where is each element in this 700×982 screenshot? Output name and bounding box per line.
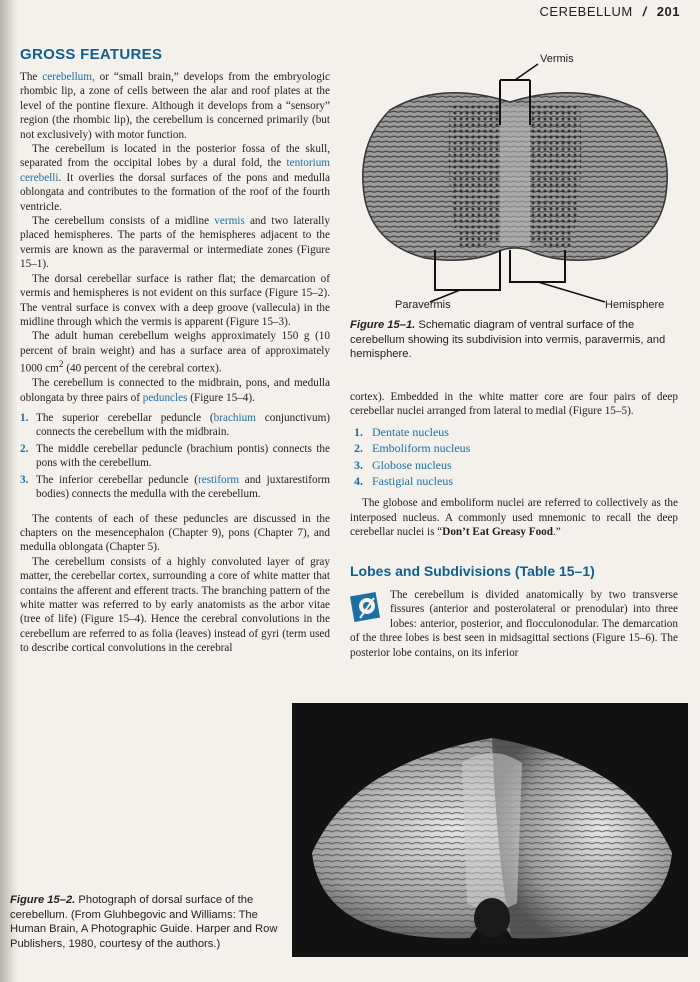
clinical-note-icon <box>350 590 384 626</box>
nuclei-list <box>350 425 678 489</box>
subsection-title: Lobes and Subdivisions (Table 15–1) <box>350 563 595 579</box>
paragraph-location: The cerebellum is located in the posterior fossa of the skull, separated from the occipital lobes by a dural fold, the tentorium cerebelli. It overlies the dorsal surfaces of the pons and medulla oblongata and contributes to the formation of the roof of the fourth ventricle. <box>20 143 330 213</box>
page-binding-shadow <box>0 0 18 982</box>
label-vermis: Vermis <box>540 53 574 65</box>
figure-number: Figure 15–2. <box>10 894 76 906</box>
term-cerebellum: cerebellum, <box>42 71 95 83</box>
lobes-section <box>350 588 678 660</box>
paragraph-connections: The cerebellum is connected to the midbrain, pons, and medulla oblongata by three pairs of peduncles (Figure 15–4). <box>20 377 330 404</box>
list-item: 3. The inferior cerebellar peduncle (restiform and juxtarestiform bodies) connects the medulla with the cerebellum. <box>20 473 330 501</box>
paragraph-peduncle-contents: The contents of each of these peduncles are discussed in the chapters on the mesencephalon (Chapter 9), pons (Chapter 7), and medulla oblongata (Chapter 5). <box>20 512 330 554</box>
paragraph-cortex: The cerebellum consists of a highly convoluted layer of gray matter, the cerebellar cortex, surrounding a core of white matter that contains the afferent and efferent tracts. The branching pattern of the white matter was referred to by early anatomists as the arbor vitae (tree of life) (Figure 15–4). Hence the cerebral convolutions in the cerebellum are referred to as folia (leaves) instead of gyri (term used to describe cortical convolutions in the cerebral <box>20 555 330 655</box>
term-vermis: vermis <box>214 215 245 228</box>
list-item: 2. Emboliform nucleus <box>354 441 471 456</box>
paragraph-surfaces: The dorsal cerebellar surface is rather flat; the demarcation of vermis and hemispheres is not evident on this surface (Figure 15–2). The ventral surface is convex with a deep groove (vallecula) in the midline through which the vermis is apparent (Figure 15–3). <box>20 272 330 328</box>
paragraph-intro: The cerebellum, or “small brain,” develops from the embryologic rhombic lip, a zone of cells between the alar and roof plates at the level of the pontine flexure. Although it develops from a “sensory” region (the rhombic lip), the cerebellum is concerned primarily (but not exclusively) with motor function. <box>20 71 330 141</box>
paragraph-vermis: The cerebellum consists of a midline vermis and two laterally placed hemispheres. The parts of the hemispheres adjacent to the vermis are known as the paravermal or intermediate zones (Figure 15–1). <box>20 215 330 271</box>
section-title: GROSS FEATURES <box>20 46 163 63</box>
running-head <box>540 4 680 19</box>
mnemonic: Don’t Eat Greasy Food <box>442 526 553 539</box>
paragraph-weight: The adult human cerebellum weighs approximately 150 g (10 percent of brain weight) and has a surface area of approximately 1000 $cm^2$ (40 percent of the cerebral cortex). <box>20 330 330 375</box>
figure-15-2-photo <box>292 703 688 957</box>
left-column <box>20 70 330 656</box>
peduncle-list <box>20 411 330 501</box>
paravermis-right-shading <box>530 102 581 247</box>
vermis-strip <box>500 106 530 246</box>
figure-15-1-caption: Figure 15–1. Schematic diagram of ventral surface of the cerebellum showing its subdivision into vermis, paravermis, and hemisphere. <box>350 319 666 360</box>
list-item: 2. The middle cerebellar peduncle (brachium pontis) connects the pons with the cerebellum. <box>20 442 330 470</box>
list-item: 1. The superior cerebellar peduncle (brachium conjunctivum) connects the cerebellum with the midbrain. <box>20 412 331 439</box>
page-number: 201 <box>656 4 680 19</box>
list-item: 1. Dentate nucleus <box>354 424 449 439</box>
right-column <box>350 390 678 540</box>
term-peduncles: peduncles <box>142 391 188 404</box>
paragraph-lobes: The cerebellum is divided anatomically by two transverse fissures (anterior and posterolateral or prenodular) into three lobes: anterior, posterior, and flocculonodular. The demarcation of the three lobes is best seen in midsagittal sections (Figure 15–6). The posterior lobe contains, on its inferior <box>350 589 678 659</box>
header-separator: / <box>642 4 647 19</box>
chapter-title: CEREBELLUM <box>539 4 633 19</box>
paragraph-mnemonic: The globose and emboliform nuclei are referred to collectively as the interposed nucleus. A commonly used mnemonic to recall the deep cerebellar nuclei is “Don’t Eat Greasy Food.” <box>350 497 678 539</box>
paravermis-left-shading <box>449 102 500 247</box>
figure-number: Figure 15–1. <box>350 319 416 331</box>
label-hemisphere: Hemisphere <box>605 299 665 310</box>
cerebellum-photo-image <box>292 703 688 957</box>
figure-15-2-caption: Figure 15–2. Photograph of dorsal surface of the cerebellum. (From Gluhbegovic and Williams: The Human Brain, A Photographic Guide. Harper and Row Publishers, 1980, courtesy of the authors.) <box>10 894 278 950</box>
list-item: 4. Fastigial nucleus <box>354 474 453 489</box>
paragraph-deep-nuclei: cortex). Embedded in the white matter core are four pairs of deep cerebellar nuclei arranged from lateral to medial (Figure 15–5). <box>350 391 678 418</box>
term-tentorium: tentorium cerebelli <box>20 157 330 184</box>
label-paravermis: Paravermis <box>395 299 451 310</box>
figure-15-1-diagram <box>350 50 680 310</box>
list-item: 3. Globose nucleus <box>354 457 452 472</box>
